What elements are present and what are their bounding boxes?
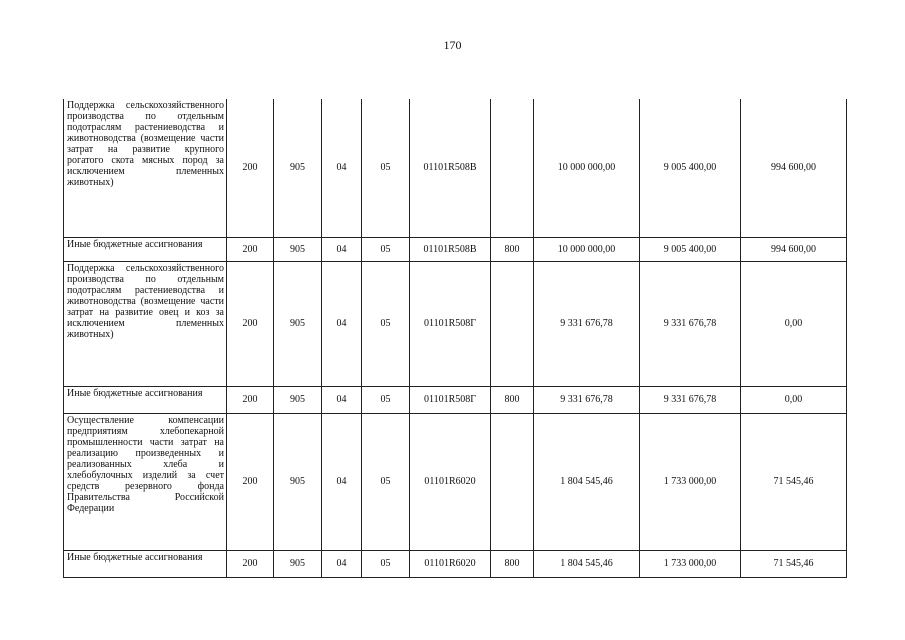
row-name: Иные бюджетные ассигнования (64, 237, 227, 261)
subsection-code: 05 (362, 261, 410, 386)
subsection-code: 05 (362, 386, 410, 413)
planned-amount: 10 000 000,00 (534, 237, 640, 261)
target-article-code: 01101R6020 (410, 413, 491, 550)
table-row (64, 386, 847, 413)
row-name: Осуществление компенсации предприятиям хлебопекарной промышленности части затрат на реализацию произведенных и реализованных хлеба и хлебобулочных изделий за счет средств резервного фонда Правительства Российской Федерации (64, 413, 227, 550)
admin-code: 200 (227, 413, 274, 550)
row-name: Поддержка сельскохозяйственного производства по отдельным подотраслям растениеводства и животноводства (возмещение части затрат на развитие овец и коз за исключением племенных животных) (64, 261, 227, 386)
remainder-amount: 71 545,46 (741, 413, 847, 550)
expense-type-code: 800 (491, 386, 534, 413)
subsection-code: 05 (362, 237, 410, 261)
target-article-code: 01101R508В (410, 237, 491, 261)
actual-amount: 9 005 400,00 (640, 237, 741, 261)
target-article-code: 01101R508Г (410, 386, 491, 413)
ministry-code: 905 (274, 413, 322, 550)
planned-amount: 10 000 000,00 (534, 99, 640, 237)
admin-code: 200 (227, 237, 274, 261)
section-code: 04 (322, 413, 362, 550)
expense-type-code (491, 261, 534, 386)
actual-amount: 9 005 400,00 (640, 99, 741, 237)
expense-type-code (491, 99, 534, 237)
section-code: 04 (322, 261, 362, 386)
table-row (64, 550, 847, 577)
admin-code: 200 (227, 261, 274, 386)
ministry-code: 905 (274, 550, 322, 577)
budget-table (63, 99, 847, 578)
remainder-amount: 994 600,00 (741, 99, 847, 237)
row-name: Поддержка сельскохозяйственного производства по отдельным подотраслям растениеводства и животноводства (возмещение части затрат на развитие крупного рогатого скота мясных пород за исключением племенных животных) (64, 99, 227, 237)
remainder-amount: 71 545,46 (741, 550, 847, 577)
actual-amount: 1 733 000,00 (640, 413, 741, 550)
table-row (64, 99, 847, 237)
table-row (64, 261, 847, 386)
section-code: 04 (322, 550, 362, 577)
admin-code: 200 (227, 99, 274, 237)
remainder-amount: 994 600,00 (741, 237, 847, 261)
admin-code: 200 (227, 386, 274, 413)
planned-amount: 1 804 545,46 (534, 413, 640, 550)
ministry-code: 905 (274, 386, 322, 413)
expense-type-code: 800 (491, 550, 534, 577)
actual-amount: 9 331 676,78 (640, 386, 741, 413)
subsection-code: 05 (362, 99, 410, 237)
page-number: 170 (443, 38, 462, 52)
target-article-code: 01101R508В (410, 99, 491, 237)
subsection-code: 05 (362, 550, 410, 577)
actual-amount: 1 733 000,00 (640, 550, 741, 577)
planned-amount: 9 331 676,78 (534, 386, 640, 413)
remainder-amount: 0,00 (741, 386, 847, 413)
table-row (64, 237, 847, 261)
section-code: 04 (322, 386, 362, 413)
ministry-code: 905 (274, 261, 322, 386)
subsection-code: 05 (362, 413, 410, 550)
table-row (64, 413, 847, 550)
section-code: 04 (322, 237, 362, 261)
ministry-code: 905 (274, 237, 322, 261)
target-article-code: 01101R6020 (410, 550, 491, 577)
target-article-code: 01101R508Г (410, 261, 491, 386)
planned-amount: 1 804 545,46 (534, 550, 640, 577)
remainder-amount: 0,00 (741, 261, 847, 386)
ministry-code: 905 (274, 99, 322, 237)
section-code: 04 (322, 99, 362, 237)
planned-amount: 9 331 676,78 (534, 261, 640, 386)
admin-code: 200 (227, 550, 274, 577)
row-name: Иные бюджетные ассигнования (64, 550, 227, 577)
actual-amount: 9 331 676,78 (640, 261, 741, 386)
row-name: Иные бюджетные ассигнования (64, 386, 227, 413)
expense-type-code: 800 (491, 237, 534, 261)
expense-type-code (491, 413, 534, 550)
